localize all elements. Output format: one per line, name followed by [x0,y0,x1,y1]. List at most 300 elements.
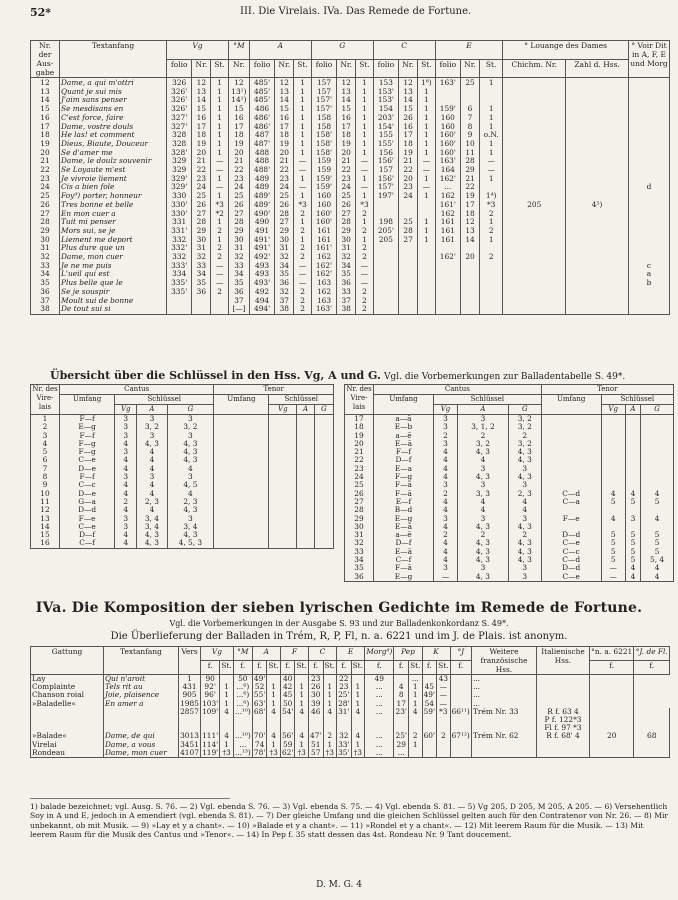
table-cell: 90 [201,675,220,684]
table-cell: 1 [211,96,229,105]
table-cell: 16 [228,114,249,123]
table-cell: 33' [338,739,350,749]
table-cell [418,262,436,271]
table-cell [214,523,269,531]
table-cell: 1 [356,175,374,184]
table-cell: [—] [228,305,249,314]
r-col-ital: Italienische Hss. [536,647,589,675]
table-cell [211,305,229,314]
table-cell [566,105,629,114]
table-cell [214,465,269,473]
table-cell: 1 [295,700,309,708]
table-cell [365,716,394,724]
table-cell: 159' [311,175,336,184]
table-cell: 28' [338,698,350,708]
sub-nr: Nr. [228,59,249,78]
table-cell [399,288,418,297]
table-cell: 3 [137,415,167,424]
table-cell: Liement me deport [60,236,167,245]
table-cell [566,149,629,158]
table-cell [297,415,315,424]
table-cell [503,175,566,184]
table-cell: 23 [308,675,323,684]
table-cell: 2 [294,297,312,306]
table-cell: 3 [115,523,137,531]
sub-st: St. [211,59,229,78]
table-cell: 4 [601,515,625,523]
table-cell: 21 [399,157,418,166]
table-cell: 161 [435,227,460,236]
table-cell: 4 [434,465,458,473]
table-cell [373,253,398,262]
table-cell: Se Loyaute m'est [60,166,167,175]
table-cell: 162 [311,253,336,262]
table-cell: 24 [345,473,374,481]
r-sub-f: f. [589,661,633,675]
table-cell: 1 [31,415,60,424]
table-cell: Dame, mon cuer [60,253,167,262]
table-cell [297,432,315,440]
table-cell: 32 [275,253,294,262]
table-cell [399,244,418,253]
table-cell: 1 [179,675,201,684]
table-cell: — [356,166,374,175]
table-cell: He las! et comment [60,131,167,140]
table-cell [629,236,670,245]
table-cell: 17 [394,700,409,708]
table-cell [373,262,398,271]
table-cell: 3 [115,448,137,456]
table-cell [214,490,269,498]
table-cell [104,716,179,724]
table-cell: 4 [31,440,60,448]
clef-a: A [625,405,640,415]
table-cell: 1 [220,691,234,699]
table-cell [634,741,670,749]
table-cell: 1⁸) [418,78,436,88]
table-cell [399,262,418,271]
table-cell [461,288,480,297]
table-cell: 1 [480,236,503,245]
table-cell [641,423,674,431]
table-cell: 23' [395,706,407,716]
table-cell: 49' [253,674,266,683]
r-sub-st: St. [220,661,234,675]
table-cell: — [480,157,503,166]
table-cell: — [356,279,374,288]
table-cell [625,415,640,424]
table-cell: 20 [589,732,633,740]
table-cell: ... [365,732,394,740]
table-cell: 4 [641,515,674,523]
table-cell: 332 [167,236,192,245]
table-cell: 32 [192,253,211,262]
remede-body [31,675,670,758]
table-cell: 326' [167,88,192,97]
table-cell: 1 [356,218,374,227]
table-cell [450,675,471,684]
table-cell: 20 [337,149,356,158]
table-cell: 3 [434,423,458,431]
table-cell: 36 [228,288,249,297]
table-cell [214,481,269,489]
table-cell [269,473,297,481]
table-cell: 4, 3 [508,473,541,481]
table-cell: 4, 3 [458,556,509,564]
table-cell: 3 [434,415,458,424]
sub-chichm: Chichm. Nr. [503,59,566,78]
table-cell [314,481,333,489]
table-cell [625,456,640,464]
r-sub-st: St. [295,661,309,675]
table-cell [269,523,297,531]
r-sub-f: f. [308,661,323,675]
table-cell: 1 [356,149,374,158]
table-cell: Dieus, Biaute, Douceur [60,140,167,149]
table-cell: 27 [399,236,418,245]
table-cell: 26 [399,114,418,123]
clef-col-schluessel: Schlüssel [115,395,214,405]
r-col-e: E [337,647,365,661]
table-cell: 161 [311,227,336,236]
table-cell: 19 [345,432,374,440]
r-sub-f: f. [337,661,352,675]
table-cell: — [211,183,229,192]
table-cell: Dame, de qui [104,732,179,740]
table-cell: 5 [641,539,674,547]
table-cell: 2 [356,297,374,306]
table-cell: 36 [275,279,294,288]
table-cell: 70' [253,731,266,741]
table-cell: 31 [337,244,356,253]
table-cell: 158 [311,114,336,123]
table-cell: 31 [31,244,60,253]
table-cell: 2 [294,305,312,314]
table-cell: 52 [252,683,267,691]
table-cell: 162 [311,288,336,297]
table-cell: 25' [338,690,350,700]
sub-st: St. [294,59,312,78]
r-sub-f: f. [280,661,295,675]
table-row [345,548,674,556]
table-cell: 22 [31,166,60,175]
table-cell: 1 [418,123,436,132]
table-cell [214,531,269,539]
table-cell [437,716,451,724]
table-row [31,481,334,489]
table-cell: Complainte [31,683,104,691]
table-cell: 3, 2 [167,423,214,431]
table-cell [214,539,269,548]
table-cell [503,166,566,175]
table-cell: 19 [228,140,249,149]
table-cell [503,210,566,219]
table-cell: 2 [294,244,312,253]
table-cell: 3 [508,465,541,473]
table-cell: 103' [202,698,219,708]
table-row [31,490,334,498]
col-a: A [249,41,311,60]
table-cell: 334 [167,270,192,279]
table-cell: 1 [409,700,423,708]
table-cell: 205' [373,227,398,236]
table-cell: — [211,157,229,166]
table-cell [503,78,566,88]
table-cell: 4 [434,456,458,464]
table-cell [629,131,670,140]
table-cell: 22 [337,675,352,684]
table-cell: Trém Nr. 62 [471,732,536,740]
table-cell [314,415,333,424]
table-cell [450,741,471,749]
table-cell: 12 [461,218,480,227]
table-cell: 1 [409,741,423,749]
table-cell: Se d'amer me [60,149,167,158]
table-cell: †3 [323,749,337,758]
table-cell [634,749,670,758]
table-cell [461,297,480,306]
table-cell [418,288,436,297]
table-cell: E—ā [374,440,434,448]
table-cell: 160' [435,149,460,158]
table-cell: 4107 [180,747,199,757]
table-cell: 1 [480,140,503,149]
col-g: G [311,41,373,60]
table-row [31,465,334,473]
clef-g: G [641,405,674,415]
table-cell: 19 [192,140,211,149]
table-cell: 22 [461,183,480,192]
table-cell: 23 [337,175,356,184]
table-cell: 56' [281,731,294,741]
table-cell: 3451 [180,739,199,749]
table-cell: 2 [480,227,503,236]
table-cell: 6 [461,105,480,114]
table-cell [297,448,315,456]
table-cell: 10 [461,140,480,149]
table-cell [625,465,640,473]
table-cell: 32 [337,253,356,262]
table-cell: *3 [294,201,312,210]
table-cell: 4, 3 [458,473,509,481]
table-cell: 3, 1, 2 [458,423,509,431]
table-cell: 4, 3 [508,448,541,456]
table-cell: 20 [275,149,294,158]
table-cell: 74 [252,741,267,749]
table-cell: †3 [267,749,281,758]
table-cell: 34 [31,270,60,279]
table-cell: 161' [311,244,336,253]
table-cell: 327' [167,114,192,123]
table-cell: Se mesdisans en [60,105,167,114]
remede-table [30,646,670,758]
table-cell: 4, 3 [167,456,214,464]
table-cell: 13 [192,88,211,97]
table-cell: 1 [294,149,312,158]
table-cell: D—f [374,539,434,547]
table-cell: d [629,183,670,192]
table-cell: 1 [211,88,229,97]
table-cell [267,716,281,724]
table-cell [269,531,297,539]
table-cell: Je ne me puis [60,262,167,271]
table-cell: — [601,573,625,582]
table-cell: C'est force, faire [60,114,167,123]
table-cell: 26 [192,201,211,210]
table-cell [314,498,333,506]
table-cell: 31' [338,706,350,716]
table-cell: 159' [435,105,460,114]
table-cell: 160 [311,192,336,201]
table-cell: 489 [249,175,274,184]
table-row [345,473,674,481]
table-cell: 4, 3 [167,531,214,539]
table-cell [399,253,418,262]
table-cell: 63' [253,698,266,708]
table-cell: Dame, vostre douls [60,123,167,132]
table-row [345,423,674,431]
table-cell [418,270,436,279]
table-cell: ... [233,741,252,749]
table-cell: 50 [233,675,252,684]
table-cell: En amer a [104,700,179,708]
table-cell [31,708,104,716]
table-cell: 3 [458,481,509,489]
table-row [31,456,334,464]
table-cell: 28 [399,227,418,236]
table-cell: a—ē [374,531,434,539]
col-om: °M [228,41,249,60]
table-row [31,498,334,506]
table-cell: 488 [249,157,274,166]
footnotes: 1) balade bezeichnet; vgl. Ausg. S. 76. — 2) Vgl. ebenda S. 76. — 3) Vgl. ebenda S. 75. — 4) Vgl. ebenda S. 81. — 5) Vg 205, D 205, M 205, A 205. — 6) Versehentlich Soy in A und E, jedoch in A emendiert (vgl. ebenda S. 81). — 7) Der gleiche Umfang und die gleichen Schlüssel gelten auch für den Contratenor von Nr. 26. — 8) Mir unbekannt, ob mit Musik. — 9) »Lay et y a chant«. — 10) »Balade et y a chant«. — 11) »Rondel et y a chant«. — 12) Mit leerem Raum für die Musik. — 13) Mit leerem Raum für die Musik des Cantus und »Tenor«. — 14) In Pep f. 35 statt dessen das 4st. Rondeau Nr. 9 Tant doucement. [30,802,669,839]
table-cell [503,262,566,271]
table-cell: 4 [295,708,309,716]
page-footer: D. M. G. 4 [316,880,362,890]
r-sub-f: f. [252,661,267,675]
table-cell: 485' [249,88,274,97]
table-cell [625,423,640,431]
table-cell: 159 [311,166,336,175]
table-cell: 2 [437,732,451,740]
table-cell [503,123,566,132]
table-cell: 92' [201,683,220,691]
clef-col-nr: Nr. des Vire-lais [345,385,374,415]
table-cell [297,440,315,448]
table-cell: 1 [323,741,337,749]
table-cell: 29 [345,515,374,523]
table-cell [214,473,269,481]
table-cell: 161 [435,236,460,245]
table-cell [471,741,536,749]
table-cell: 16 [31,114,60,123]
table-cell: 205 [503,201,566,210]
table-cell: 23 [399,183,418,192]
table-cell: 157' [311,96,336,105]
table-cell: 157 [311,78,336,88]
table-cell: 330' [167,201,192,210]
table-cell: ... [365,741,394,749]
clef-g: G [508,405,541,415]
table-cell [297,498,315,506]
r-sub-f: f. [394,661,409,675]
table-cell: Je vivroie liement [60,175,167,184]
r-col-vers: Vers [179,647,201,675]
table-cell: 4 [115,456,137,464]
table-cell: 328' [167,149,192,158]
table-cell: 1 [220,683,234,691]
table-cell: 4 [167,490,214,498]
table-cell: 1 [356,236,374,245]
table-cell: 198 [373,218,398,227]
table-cell [566,297,629,306]
table-cell: 2 [434,490,458,498]
table-cell [503,140,566,149]
table-cell [314,448,333,456]
table-cell: Joie, plaisence [104,691,179,699]
table-cell [297,515,315,523]
table-cell: — [480,166,503,175]
table-cell: F—f [60,473,115,481]
table-cell: G—a [60,498,115,506]
table-cell: 4 [458,506,509,514]
table-cell: *3 [356,201,374,210]
table-cell: — [601,564,625,572]
clef-right-body [345,415,674,582]
table-cell: 4 [625,573,640,582]
table-cell: R f. 63 4 [536,708,589,716]
table-cell: 37 [275,297,294,306]
table-cell: 62' [281,747,294,757]
table-cell: 24 [192,183,211,192]
table-cell [480,305,503,314]
table-cell: Cis a bien fole [60,183,167,192]
table-cell: Moult sui de bonne [60,297,167,306]
r-sub-f: f. [422,661,437,675]
r-col-oj: °J [450,647,471,661]
table-cell: Virelai [31,741,104,749]
table-cell [269,456,297,464]
table-cell: 1 [295,683,309,691]
table-row [31,539,334,548]
table-cell: 67¹²) [451,731,470,741]
table-cell: ... [365,683,394,691]
table-cell: 25 [228,192,249,201]
table-cell: 18 [345,423,374,431]
table-cell: 1 [351,741,365,749]
table-cell [625,448,640,456]
table-cell: 4 [167,465,214,473]
table-cell [461,279,480,288]
table-cell: 22 [275,166,294,175]
sub-folio: folio [249,59,274,78]
table-cell [566,166,629,175]
table-cell [394,716,409,724]
table-cell: Dame, a vous [104,741,179,749]
table-cell [589,741,633,749]
table-cell [373,201,398,210]
table-cell [269,415,297,424]
table-cell [566,175,629,184]
table-cell: 1 [418,140,436,149]
col-c: C [373,41,435,60]
table-cell: 35' [338,747,350,757]
table-cell [323,716,337,724]
table-cell [625,432,640,440]
table-cell: 162' [311,270,336,279]
table-cell: 4, 3 [508,539,541,547]
table-cell: 2 [356,288,374,297]
